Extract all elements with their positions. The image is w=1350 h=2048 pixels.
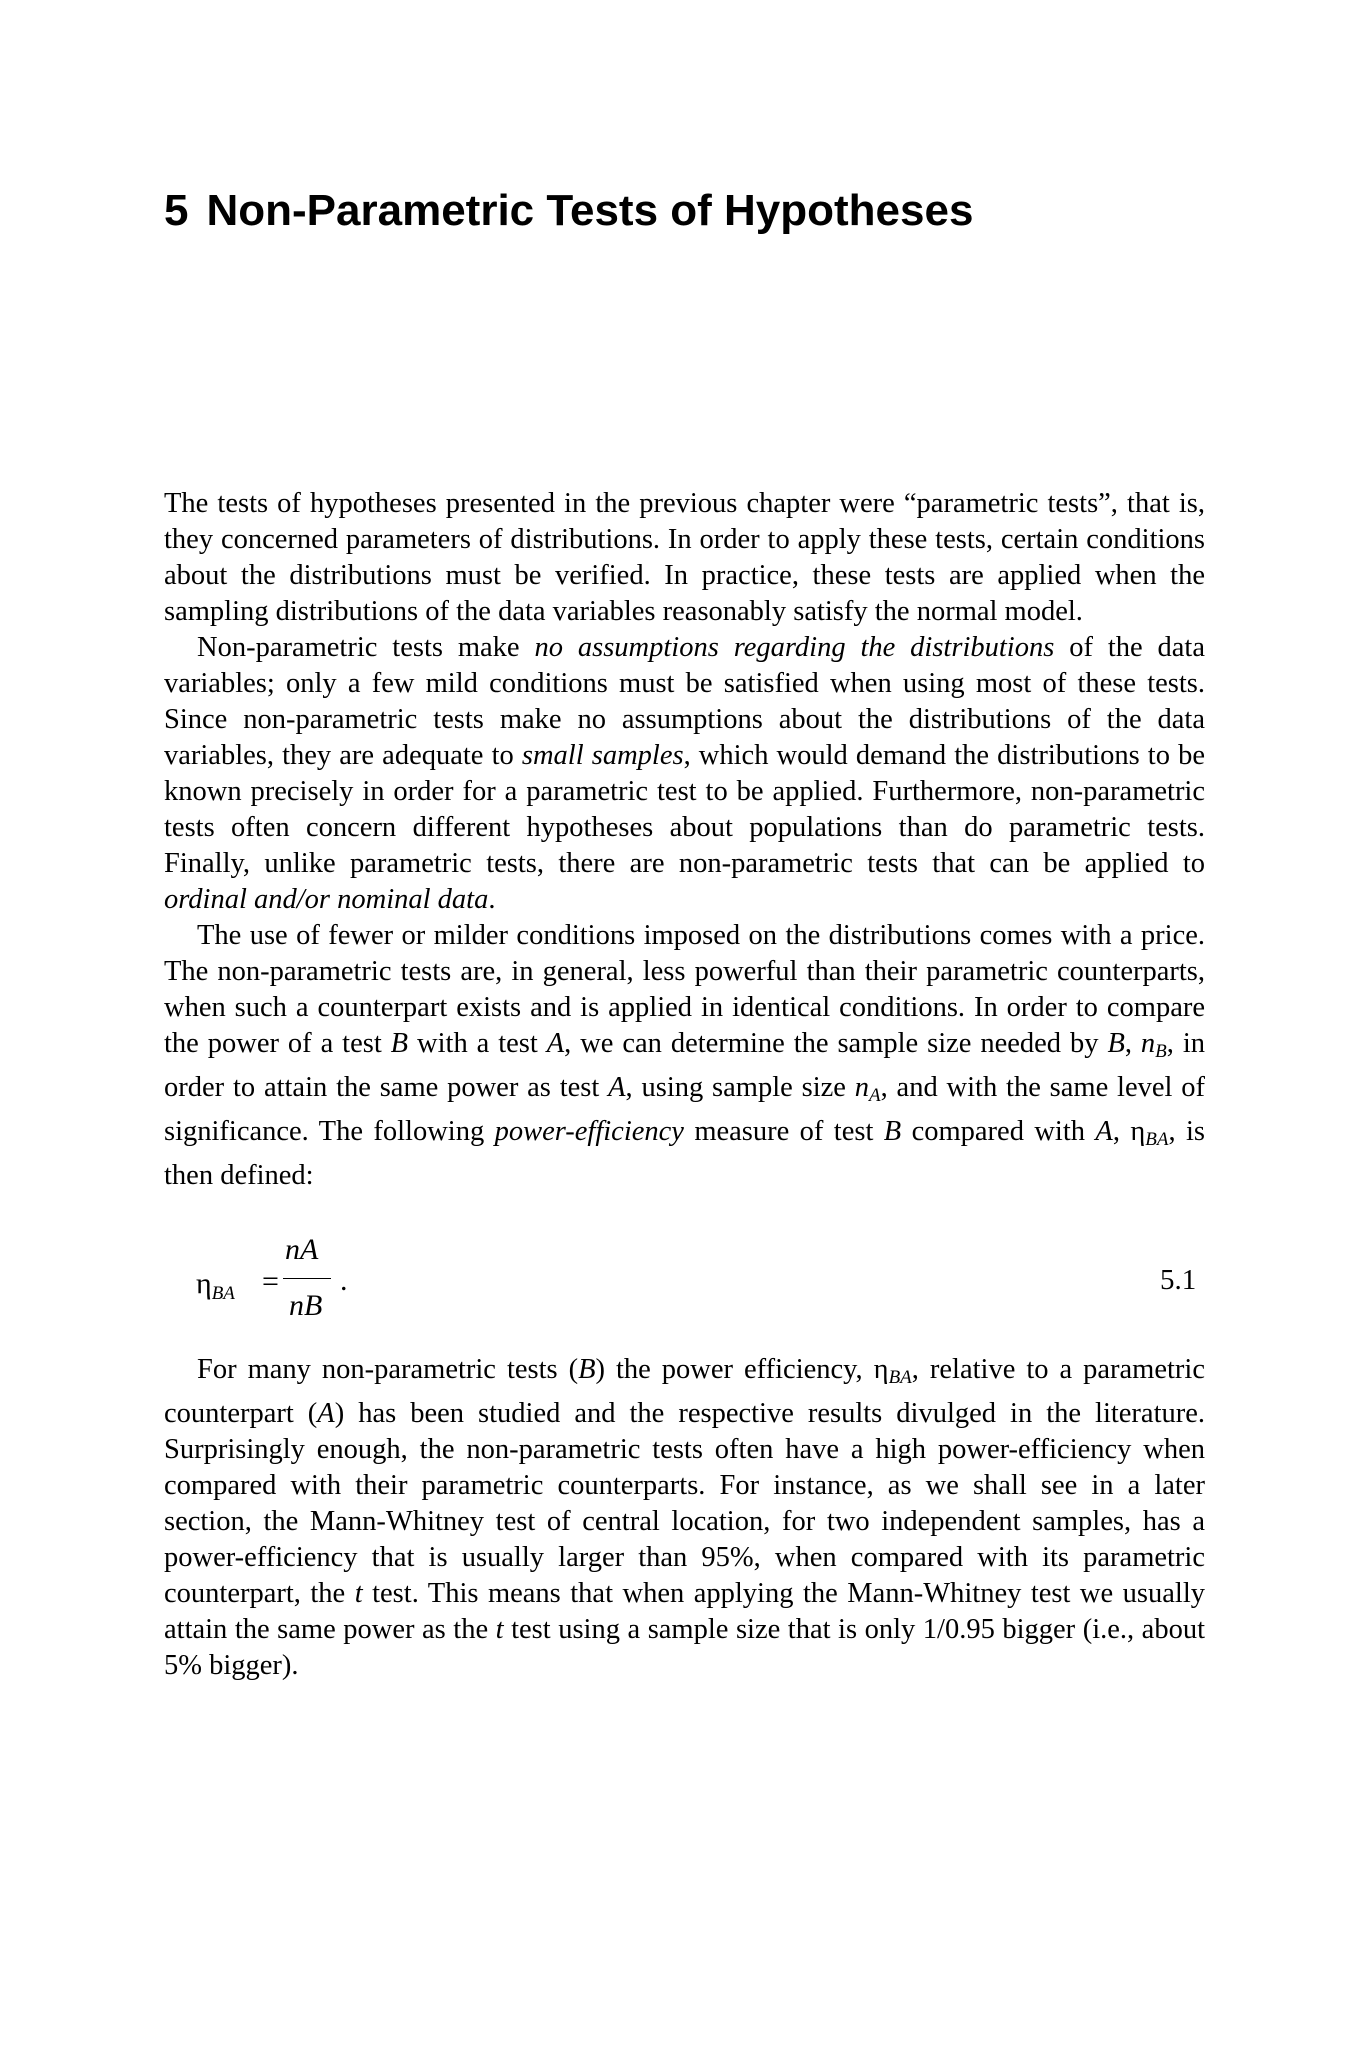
fraction-bar bbox=[283, 1278, 331, 1279]
equation-number: 5.1 bbox=[1160, 1264, 1197, 1296]
chapter-title bbox=[164, 186, 973, 236]
equation-denominator: nB bbox=[289, 1289, 323, 1322]
paragraph-2: Non-parametric tests make no assumptions regarding the distributions of the data variables; only a few mild conditions must be satisfied when using most of these tests. Since non-parametric tests make no assumptions about the distributions of the data variables, they are adequate to small samples, which would demand the distributions to be known precisely in order for a parametric test to be applied. Furthermore, non-parametric tests often concern different hypotheses about populations than do parametric tests. Finally, unlike parametric tests, there are non-parametric tests that can be applied to ordinal and/or nominal data. bbox=[164, 632, 1205, 915]
paragraph-1: The tests of hypotheses presented in the previous chapter were “parametric tests”, that is, they concerned parameters of distributions. In order to apply these tests, certain conditions about the distributions must be verified. In practice, these tests are applied when the sampling distributions of the data variables reasonably satisfy the normal model. bbox=[164, 488, 1205, 627]
equation-period: . bbox=[340, 1264, 348, 1297]
body-text-block-1 bbox=[164, 486, 1205, 1194]
paragraph-4: For many non-parametric tests (B) the power efficiency, ηBA, relative to a parametric counterpart (A) has been studied and the respective results divulged in the literature. Surprisingly enough, the non-parametric tests often have a high power-efficiency when compared with their parametric counterparts. For instance, as we shall see in a later section, the Mann-Whitney test of central location, for two independent samples, has a power-efficiency that is usually larger than 95%, when compared with its parametric counterpart, the t test. This means that when applying the Mann-Whitney test we usually attain the same power as the t test using a sample size that is only 1/0.95 bigger (i.e., about 5% bigger). bbox=[164, 1354, 1206, 1681]
paragraph-3: The use of fewer or milder conditions imposed on the distributions comes with a price. The non-parametric tests are, in general, less powerful than their parametric counterparts, when such a counterpart exists and is applied in identical conditions. In order to compare the power of a test B with a test A, we can determine the sample size needed by B, nB, in order to attain the same power as test A, using sample size nA, and with the same level of significance. The following power-efficiency measure of test B compared with A, ηBA, is then defined: bbox=[164, 920, 1206, 1191]
body-text-block-2 bbox=[164, 1352, 1205, 1684]
chapter-title-text: Non-Parametric Tests of Hypotheses bbox=[206, 186, 974, 235]
chapter-number: 5 bbox=[164, 186, 189, 235]
equation-equals: = bbox=[262, 1265, 279, 1298]
equation-5-1 bbox=[0, 1233, 1350, 1330]
equation-numerator: nA bbox=[285, 1233, 319, 1266]
equation-lhs: $\eta_{BA}$ bbox=[196, 1267, 235, 1304]
